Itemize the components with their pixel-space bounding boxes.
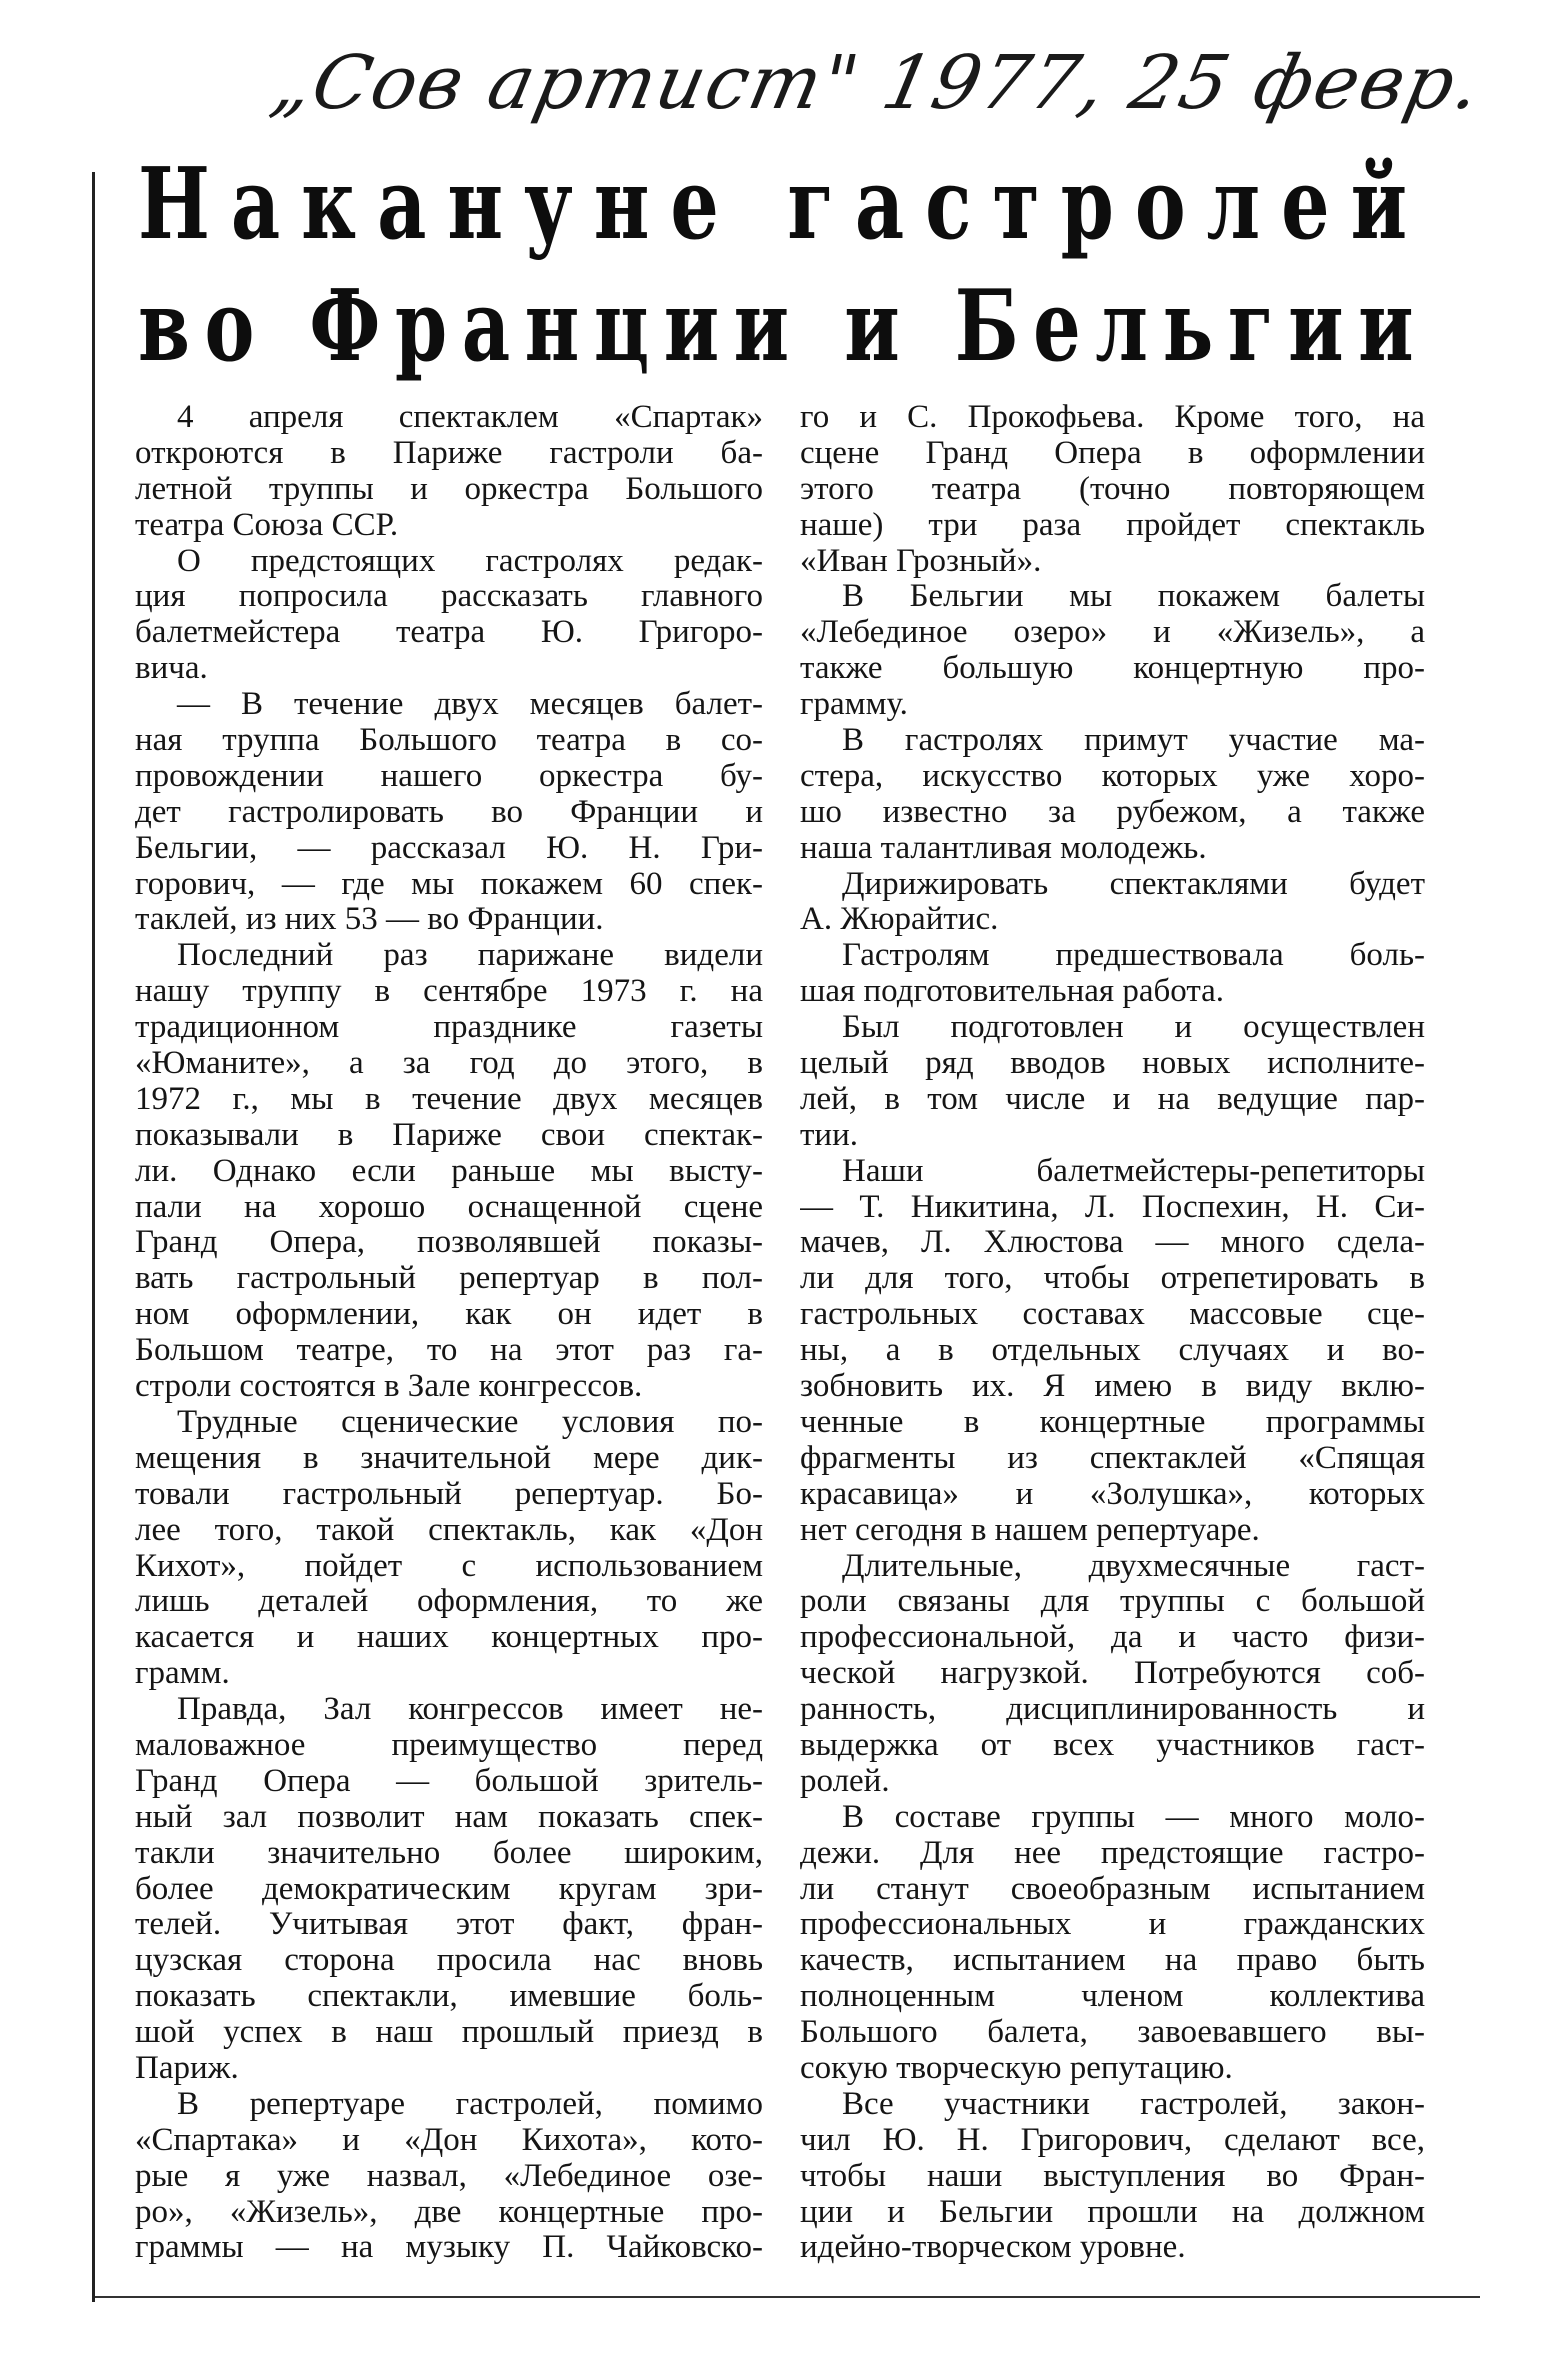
headline-line-2: во Франции и Бельгии [138,269,1429,384]
article-column-left [135,400,763,2266]
article-column-right [800,400,1425,2266]
article-line: «Иван Грозный». [800,543,1042,579]
article-line: выдержка от всех участников гаст- [800,1727,1425,1763]
left-column-rule [92,172,95,2302]
article-line: В составе группы — много моло- [842,1799,1425,1835]
article-line: также большую концертную про- [800,651,1425,687]
article-line: О предстоящих гастролях редак- [177,543,763,579]
article-line: грамму. [800,687,908,723]
article-line: чил Ю. Н. Григорович, сделают все, [800,2122,1425,2158]
article-line: В гастролях примут участие ма- [842,723,1425,759]
article-line: летной труппы и оркестра Большого [135,471,763,507]
article-line: красавица» и «Золушка», которых [800,1476,1425,1512]
article-line: сцене Гранд Опера в оформлении [800,435,1425,471]
article-line: ли. Однако если раньше мы высту- [135,1153,763,1189]
article-line: театра Союза ССР. [135,507,399,543]
article-line: вать гастрольный репертуар в пол- [135,1261,763,1297]
article-line: наша талантливая молодежь. [800,830,1207,866]
article-line: ченные в концертные программы [800,1404,1425,1440]
article-line: провождении нашего оркестра бу- [135,758,763,794]
article-line: полноценным членом коллектива [800,1979,1425,2015]
article-line: 4 апреля спектаклем «Спартак» [177,400,763,435]
article-line: лишь деталей оформления, то же [135,1584,763,1620]
article-line: Трудные сценические условия по- [177,1404,763,1440]
article-line: ро», «Жизель», две концертные про- [135,2194,763,2230]
article-line: ном оформлении, как он идет в [135,1297,763,1333]
article-line: мачев, Л. Хлюстова — много сдела- [800,1225,1425,1261]
article-line: традиционном празднике газеты [135,1010,763,1046]
article-line: «Лебединое озеро» и «Жизель», а [800,615,1425,651]
article-line: Париж. [135,2050,239,2086]
article-line: мещения в значительной мере дик- [135,1440,763,1476]
article-line: пали на хорошо оснащенной сцене [135,1189,763,1225]
bottom-rule [95,2296,1480,2298]
article-line: Бельгии, — рассказал Ю. Н. Гри- [135,830,763,866]
article-line: рые я уже назвал, «Лебединое озе- [135,2158,763,2194]
article-line: товали гастрольный репертуар. Бо- [135,1476,763,1512]
article-line: Длительные, двухмесячные гаст- [842,1548,1425,1584]
article-line: лее того, такой спектакль, как «Дон [135,1512,763,1548]
article-line: нет сегодня в нашем репертуаре. [800,1512,1260,1548]
article-line: Все участники гастролей, закон- [842,2086,1425,2122]
article-line: ли станут своеобразным испытанием [800,1871,1425,1907]
article-line: зобновить их. Я имею в виду вклю- [800,1369,1425,1405]
article-line: более демократическим кругам зри- [135,1871,763,1907]
article-line: таклей, из них 53 — во Франции. [135,902,604,938]
article-line: ли для того, чтобы отрепетировать в [800,1261,1425,1297]
article-line: Дирижировать спектаклями будет [842,866,1425,902]
article-line: Большом театре, то на этот раз га- [135,1333,763,1369]
article-line: тии. [800,1117,858,1153]
article-line: ны, а в отдельных случаях и во- [800,1333,1425,1369]
article-line: дежи. Для нее предстоящие гастро- [800,1835,1425,1871]
article-line: вича. [135,651,208,687]
article-line: показывали в Париже свои спектак- [135,1117,763,1153]
article-line: горович, — где мы покажем 60 спек- [135,866,763,902]
article-line: шая подготовительная работа. [800,974,1225,1010]
article-line: ный зал позволит нам показать спек- [135,1799,763,1835]
handwritten-source-note: „Сов артист" 1977, 25 февр. [264,40,1491,126]
article-line: профессиональной, да и часто физи- [800,1620,1425,1656]
article-line: гастрольных составах массовые сце- [800,1297,1425,1333]
article-line: Наши балетмейстеры-репетиторы [842,1153,1425,1189]
article-line: — Т. Никитина, Л. Поспехин, Н. Си- [800,1189,1425,1225]
article-line: роли связаны для труппы с большой [800,1584,1425,1620]
article-line: грамм. [135,1656,230,1692]
article-line: ция попросила рассказать главного [135,579,763,615]
article-line: качеств, испытанием на право быть [800,1943,1425,1979]
article-line: 1972 г., мы в течение двух месяцев [135,1081,763,1117]
article-line: Правда, Зал конгрессов имеет не- [177,1692,763,1728]
article-line: В репертуаре гастролей, помимо [177,2086,763,2122]
article-line: граммы — на музыку П. Чайковско- [135,2230,763,2266]
article-line: показать спектакли, имевшие боль- [135,1979,763,2015]
article-line: шой успех в наш прошлый приезд в [135,2015,763,2051]
article-line: ролей. [800,1763,890,1799]
article-line: лей, в том числе и на ведущие пар- [800,1081,1425,1117]
article-line: сокую творческую репутацию. [800,2050,1233,2086]
article-line: наше) три раза пройдет спектакль [800,507,1425,543]
article-line: шо известно за рубежом, а также [800,794,1425,830]
article-line: целый ряд вводов новых исполните- [800,1046,1425,1082]
article-line: го и С. Прокофьева. Кроме того, на [800,400,1425,435]
article-line: Гранд Опера, позволявшей показы- [135,1225,763,1261]
article-line: Гранд Опера — большой зритель- [135,1763,763,1799]
article-line: маловажное преимущество перед [135,1727,763,1763]
article-line: профессиональных и гражданских [800,1907,1425,1943]
article-line: Большого балета, завоевавшего вы- [800,2015,1425,2051]
article-line: фрагменты из спектаклей «Спящая [800,1440,1425,1476]
article-line: такли значительно более широким, [135,1835,763,1871]
article-line: откроются в Париже гастроли ба- [135,435,763,471]
article-line: идейно-творческом уровне. [800,2230,1186,2266]
article-line: Гастролям предшествовала боль- [842,938,1425,974]
article-line: нашу труппу в сентябре 1973 г. на [135,974,763,1010]
article-line: «Юманите», а за год до этого, в [135,1046,763,1082]
article-line: чтобы наши выступления во Фран- [800,2158,1425,2194]
article-line: «Спартака» и «Дон Кихота», кото- [135,2122,763,2158]
headline-line-1: Накануне гастролей [138,147,1428,262]
article-line: дет гастролировать во Франции и [135,794,763,830]
article-line: цузская сторона просила нас вновь [135,1943,763,1979]
article-line: телей. Учитывая этот факт, фран- [135,1907,763,1943]
article-line: балетмейстера театра Ю. Григоро- [135,615,763,651]
article-line: этого театра (точно повторяющем [800,471,1425,507]
article-line: Был подготовлен и осуществлен [842,1010,1425,1046]
article-line: Последний раз парижане видели [177,938,763,974]
article-line: В Бельгии мы покажем балеты [842,579,1425,615]
article-line: строли состоятся в Зале конгрессов. [135,1369,643,1405]
article-line: ранность, дисциплинированность и [800,1692,1425,1728]
article-line: ческой нагрузкой. Потребуются соб- [800,1656,1425,1692]
article-line: стера, искусство которых уже хоро- [800,758,1425,794]
article-line: ная труппа Большого театра в со- [135,723,763,759]
article-line: А. Жюрайтис. [800,902,999,938]
article-line: — В течение двух месяцев балет- [177,687,763,723]
article-line: Кихот», пойдет с использованием [135,1548,763,1584]
article-line: ции и Бельгии прошли на должном [800,2194,1425,2230]
article-line: касается и наших концертных про- [135,1620,763,1656]
